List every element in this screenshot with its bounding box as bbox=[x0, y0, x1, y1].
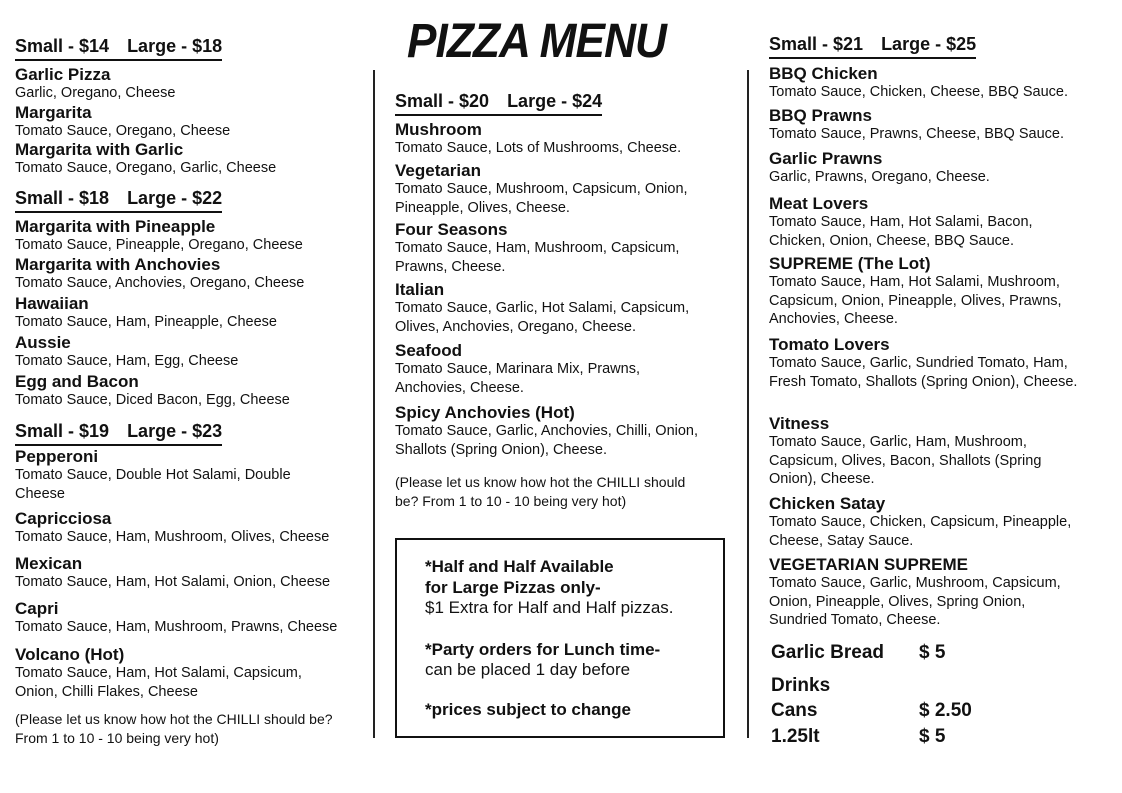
menu-item: Margarita with Pineapple Tomato Sauce, Pineapple, Oregano, Cheese bbox=[15, 217, 303, 253]
divider-right bbox=[747, 70, 749, 738]
menu-item: Spicy Anchovies (Hot) Tomato Sauce, Garlic, Anchovies, Chilli, Onion, Shallots (Spring Onion), Cheese. bbox=[395, 403, 699, 458]
price-header: Small - $21 Large - $25 bbox=[769, 34, 976, 59]
menu-item: Italian Tomato Sauce, Garlic, Hot Salami, Capsicum, Olives, Anchovies, Oregano, Cheese. bbox=[395, 280, 690, 335]
menu-item: Four Seasons Tomato Sauce, Ham, Mushroom, Capsicum, Prawns, Cheese. bbox=[395, 220, 680, 275]
price-header: Small - $20 Large - $24 bbox=[395, 91, 602, 116]
menu-item: Margarita Tomato Sauce, Oregano, Cheese bbox=[15, 103, 231, 139]
price-header: Small - $14 Large - $18 bbox=[15, 36, 222, 61]
half-and-half-line2: for Large Pizzas only- bbox=[425, 578, 601, 597]
bottle-price: $ 5 bbox=[919, 726, 946, 747]
half-and-half-line1: *Half and Half Available bbox=[425, 557, 614, 576]
menu-item: Mushroom Tomato Sauce, Lots of Mushrooms, Cheese. bbox=[395, 120, 682, 156]
price-header: Small - $18 Large - $22 bbox=[15, 188, 222, 213]
party-orders-line1: *Party orders for Lunch time- bbox=[425, 640, 661, 659]
menu-item: SUPREME (The Lot) Tomato Sauce, Ham, Hot Salami, Mushroom, Capsicum, Onion, Pineapple, Olives, Prawns, Anchovies, Cheese. bbox=[769, 254, 1062, 327]
menu-item: Margarita with Garlic Tomato Sauce, Oregano, Garlic, Cheese bbox=[15, 140, 277, 176]
chilli-note: (Please let us know how hot the CHILLI should be? From 1 to 10 - 10 being very hot) bbox=[395, 474, 686, 509]
divider-left bbox=[373, 70, 375, 738]
half-and-half-line3: $1 Extra for Half and Half pizzas. bbox=[425, 598, 674, 617]
chilli-note: (Please let us know how hot the CHILLI should be? From 1 to 10 - 10 being very hot) bbox=[15, 711, 333, 746]
menu-item: Seafood Tomato Sauce, Marinara Mix, Prawns, Anchovies, Cheese. bbox=[395, 341, 640, 396]
menu-item: Volcano (Hot) Tomato Sauce, Ham, Hot Salami, Capsicum, Onion, Chilli Flakes, Cheese bbox=[15, 645, 302, 700]
garlic-bread-label: Garlic Bread bbox=[771, 642, 884, 663]
menu-item: BBQ Prawns Tomato Sauce, Prawns, Cheese, BBQ Sauce. bbox=[769, 106, 1064, 142]
menu-item: Tomato Lovers Tomato Sauce, Garlic, Sundried Tomato, Ham, Fresh Tomato, Shallots (Spring Onion), Cheese. bbox=[769, 335, 1078, 390]
menu-item: Aussie Tomato Sauce, Ham, Egg, Cheese bbox=[15, 333, 239, 369]
menu-item: Vegetarian Tomato Sauce, Mushroom, Capsicum, Onion, Pineapple, Olives, Cheese. bbox=[395, 161, 688, 216]
menu-item: Garlic Pizza Garlic, Oregano, Cheese bbox=[15, 65, 176, 101]
menu-item: Hawaiian Tomato Sauce, Ham, Pineapple, Cheese bbox=[15, 294, 277, 330]
menu-item: Pepperoni Tomato Sauce, Double Hot Salami, Double Cheese bbox=[15, 447, 291, 502]
menu-item: Vitness Tomato Sauce, Garlic, Ham, Mushroom, Capsicum, Olives, Bacon, Shallots (Spring Onion), Cheese. bbox=[769, 414, 1042, 487]
price-header: Small - $19 Large - $23 bbox=[15, 421, 222, 446]
drinks-label: Drinks bbox=[771, 675, 831, 696]
info-box bbox=[395, 538, 725, 738]
menu-item: BBQ Chicken Tomato Sauce, Chicken, Cheese, BBQ Sauce. bbox=[769, 64, 1069, 100]
menu-item: Garlic Prawns Garlic, Prawns, Oregano, Cheese. bbox=[769, 149, 990, 185]
menu-item: Egg and Bacon Tomato Sauce, Diced Bacon, Egg, Cheese bbox=[15, 372, 290, 408]
bottle-label: 1.25lt bbox=[771, 726, 820, 747]
garlic-bread-price: $ 5 bbox=[919, 642, 946, 663]
menu-item: VEGETARIAN SUPREME Tomato Sauce, Garlic, Mushroom, Capsicum, Onion, Pineapple, Olives, Spring Onion, Sundried Tomato, Cheese. bbox=[769, 555, 1061, 628]
menu-title: PIZZA MENU bbox=[407, 15, 667, 68]
prices-note: *prices subject to change bbox=[425, 700, 631, 719]
cans-label: Cans bbox=[771, 700, 818, 721]
cans-price: $ 2.50 bbox=[919, 700, 972, 721]
menu-item: Mexican Tomato Sauce, Ham, Hot Salami, Onion, Cheese bbox=[15, 554, 331, 590]
menu-item: Capricciosa Tomato Sauce, Ham, Mushroom, Olives, Cheese bbox=[15, 509, 330, 545]
menu-item: Margarita with Anchovies Tomato Sauce, Anchovies, Oregano, Cheese bbox=[15, 255, 305, 291]
menu-item: Capri Tomato Sauce, Ham, Mushroom, Prawns, Cheese bbox=[15, 599, 338, 635]
party-orders-line2: can be placed 1 day before bbox=[425, 660, 631, 679]
menu-item: Chicken Satay Tomato Sauce, Chicken, Capsicum, Pineapple, Cheese, Satay Sauce. bbox=[769, 494, 1072, 549]
menu-item: Meat Lovers Tomato Sauce, Ham, Hot Salami, Bacon, Chicken, Onion, Cheese, BBQ Sauce. bbox=[769, 194, 1033, 249]
